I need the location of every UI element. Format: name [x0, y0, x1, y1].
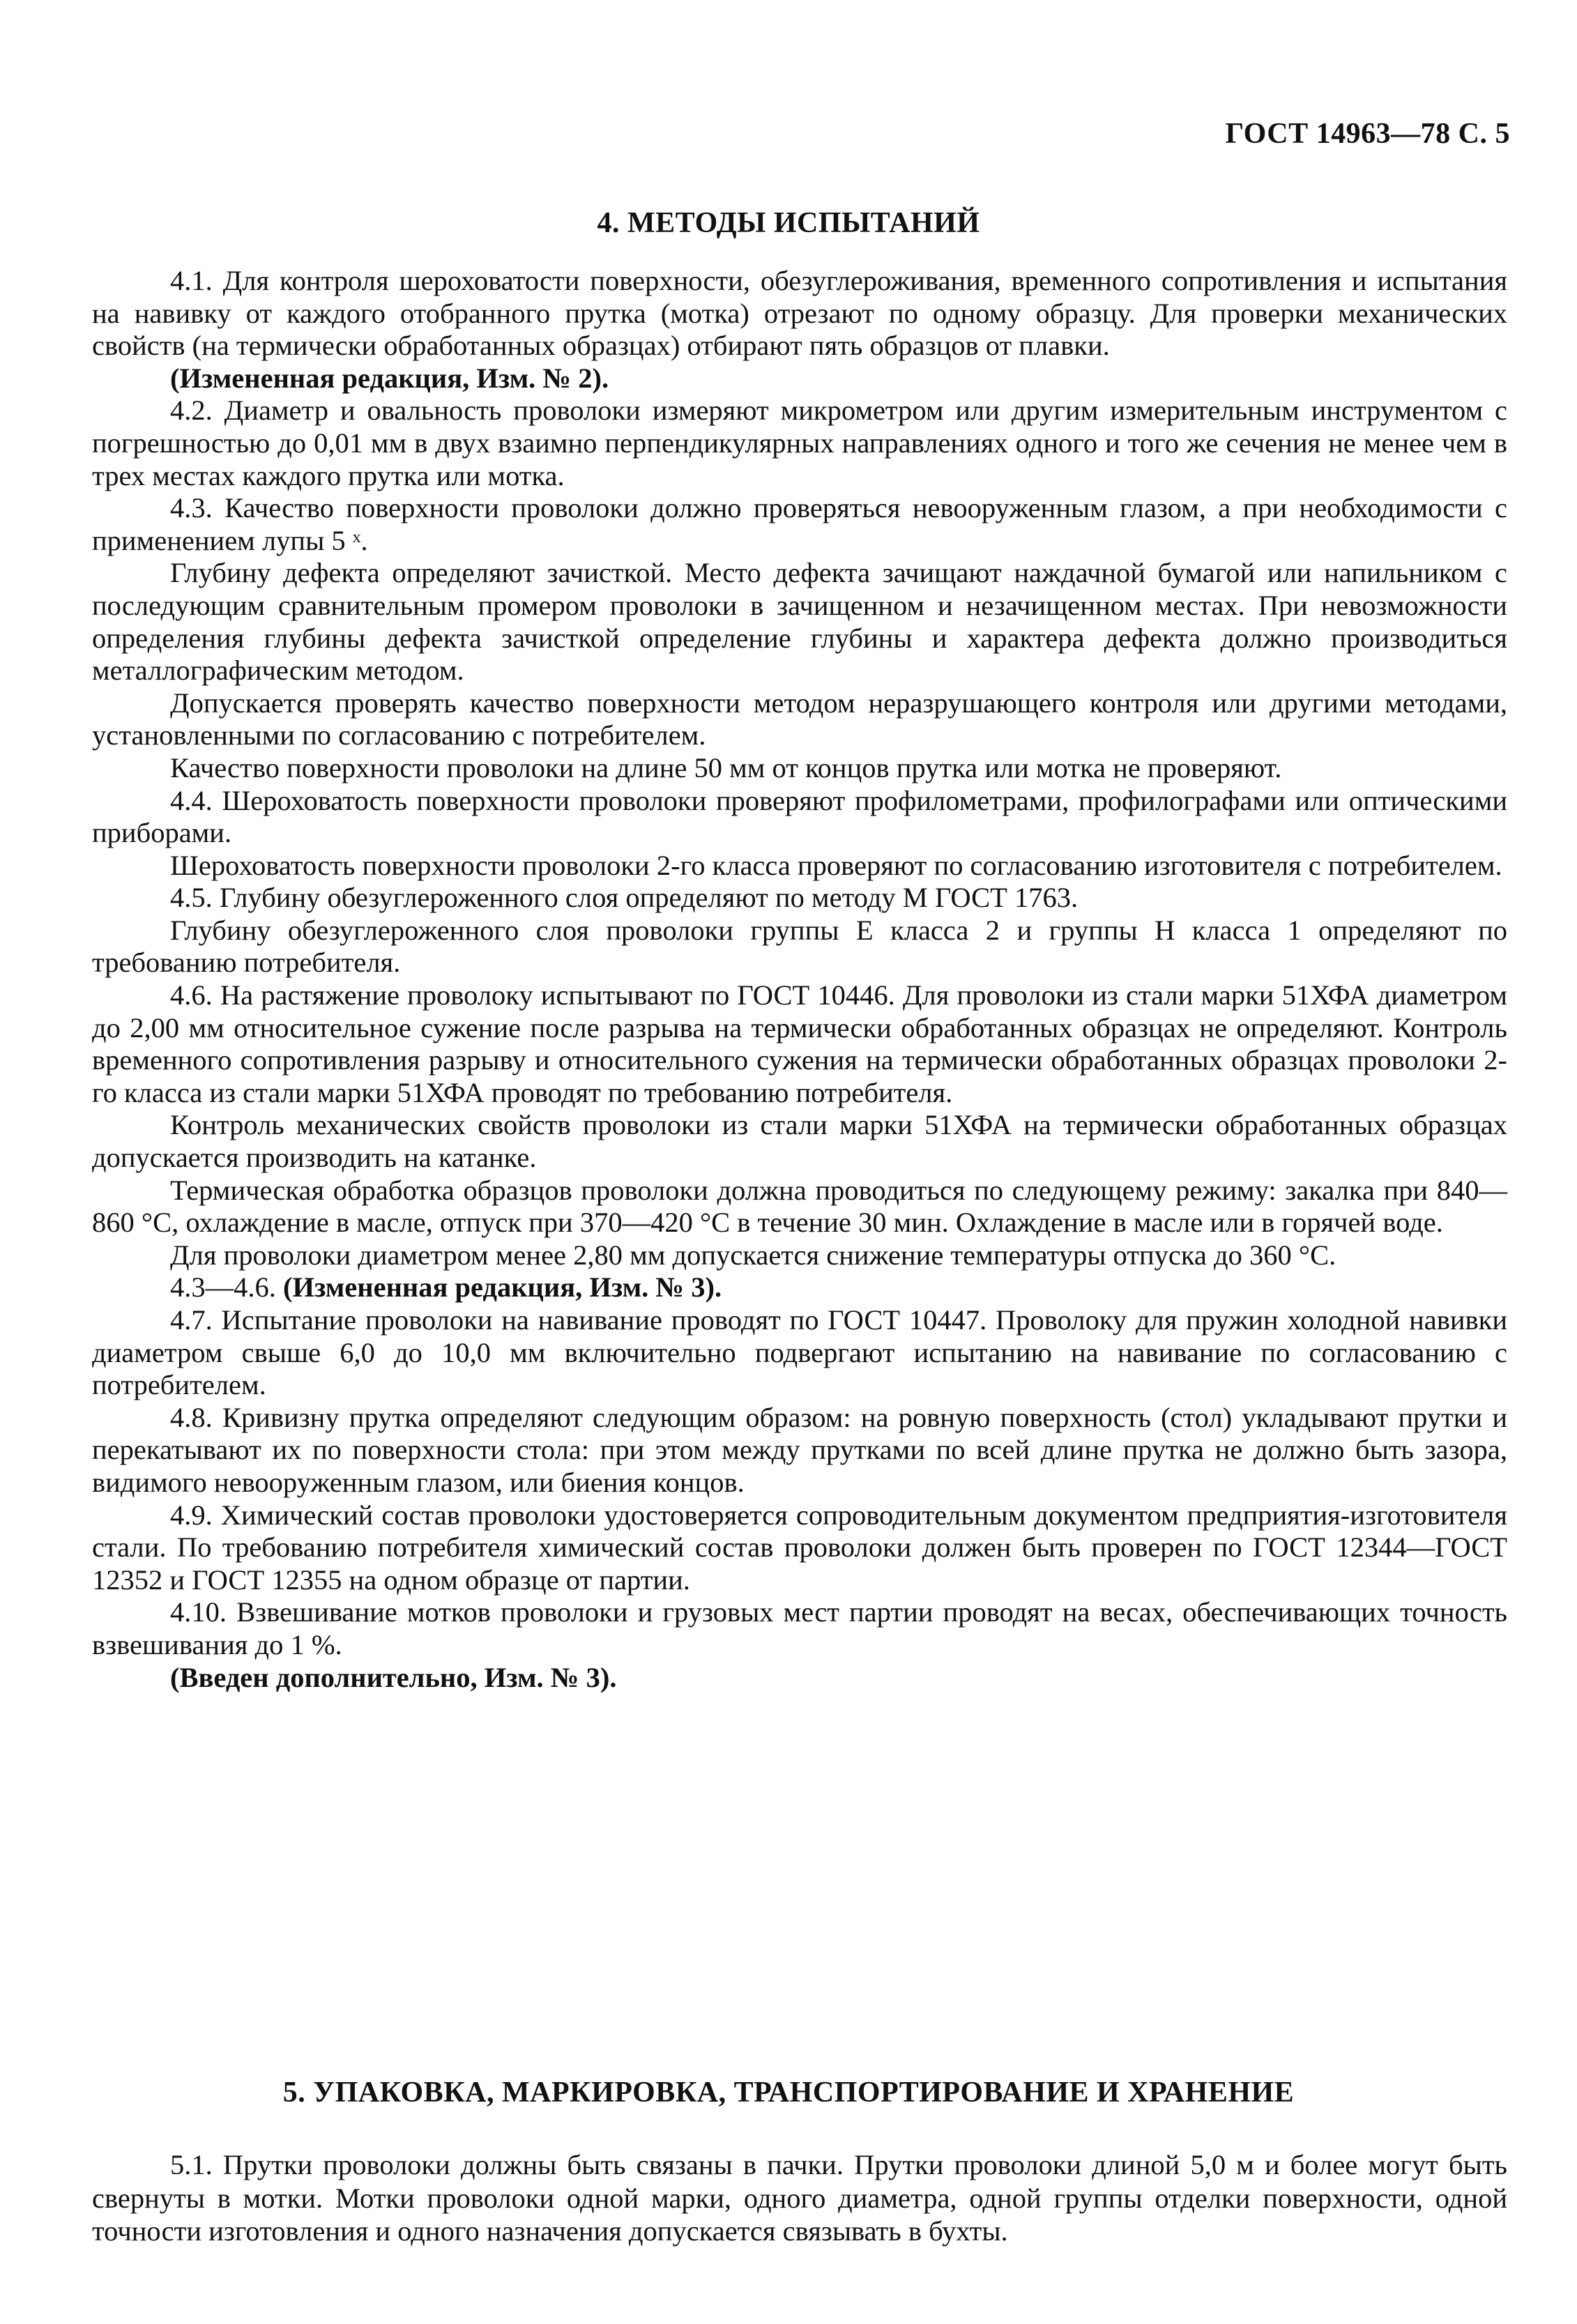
section-4-body	[92, 265, 1507, 1694]
paragraph-4-1: 4.1. Для контроля шероховатости поверхности, обезуглероживания, временного сопротивления и испытания на навивку от каждого отобранного прутка (мотка) отрезают по одному образцу. Для проверки механических свойств (на термически обработанных образцах) отбирают пять образцов от плавки.	[92, 265, 1507, 362]
paragraph-4-3-ends: Качество поверхности проволоки на длине 50 мм от концов прутка или мотка не проверяют.	[170, 751, 1282, 783]
amendment-note-4-1: (Измененная редакция, Изм. № 2).	[170, 362, 609, 394]
paragraph-4-3: 4.3. Качество поверхности проволоки должно проверяться невооруженным глазом, а при необходимости с применением лупы 5 ˣ.	[92, 492, 1507, 556]
amendment-prefix: 4.3—4.6.	[170, 1271, 283, 1304]
amendment-note-4-10: (Введен дополнительно, Изм. № 3).	[170, 1661, 617, 1693]
paragraph-4-6-diameter: Для проволоки диаметром менее 2,80 мм допускается снижение температуры отпуска до 360 °С.	[170, 1239, 1336, 1271]
amendment-label: (Измененная редакция, Изм. № 3).	[283, 1271, 722, 1304]
paragraph-4-6-control: Контроль механических свойств проволоки из стали марки 51ХФА на термически обработанных образцах допускается производить на катанке.	[92, 1109, 1507, 1174]
paragraph-4-3-nondestructive: Допускается проверять качество поверхности методом неразрушающего контроля или другими методами, установленными по согласованию с потребителем.	[92, 687, 1507, 751]
paragraph-4-7: 4.7. Испытание проволоки на навивание проводят по ГОСТ 10447. Проволоку для пружин холодной навивки диаметром свыше 6,0 до 10,0 мм включительно подвергают испытанию на навивание по согласованию с потребителем.	[92, 1304, 1507, 1401]
paragraph-4-8: 4.8. Кривизну прутка определяют следующим образом: на ровную поверхность (стол) укладывают прутки и перекатывают их по поверхности стола: при этом между прутками по всей длине прутка не должно быть зазора, видимого невооруженным глазом, или биения концов.	[92, 1401, 1507, 1498]
section-4-title: 4. МЕТОДЫ ИСПЫТАНИЙ	[597, 207, 980, 239]
paragraph-4-5-groups: Глубину обезуглероженного слоя проволоки группы Е класса 2 и группы Н класса 1 определяют по требованию потребителя.	[92, 914, 1507, 979]
paragraph-4-6: 4.6. На растяжение проволоку испытывают по ГОСТ 10446. Для проволоки из стали марки 51ХФА диаметром до 2,00 мм относительное сужение после разрыва на термически обработанных образцах не определяют. Контроль временного сопротивления разрыву и относительного сужения на термически обработанных образцах проволоки 2-го класса из стали марки 51ХФА проводят по требованию потребителя.	[92, 979, 1507, 1108]
paragraph-4-9: 4.9. Химический состав проволоки удостоверяется сопроводительным документом предприятия-изготовителя стали. По требованию потребителя химический состав проволоки должен быть проверен по ГОСТ 12344—ГОСТ 12352 и ГОСТ 12355 на одном образце от партии.	[92, 1499, 1507, 1596]
paragraph-4-5: 4.5. Глубину обезуглероженного слоя определяют по методу М ГОСТ 1763.	[170, 882, 1079, 914]
paragraph-4-6-heat-treatment: Термическая обработка образцов проволоки должна проводиться по следующему режиму: закалка при 840—860 °С, охлаждение в масле, отпуск при 370—420 °С в течение 30 мин. Охлаждение в масле или в горячей воде.	[92, 1174, 1507, 1239]
paragraph-5-1: 5.1. Прутки проволоки должны быть связаны в пачки. Прутки проволоки длиной 5,0 м и более могут быть свернуты в мотки. Мотки проволоки одной марки, одного диаметра, одной группы отделки поверхности, одной точности изготовления и одного назначения допускается связывать в бухты.	[92, 2149, 1507, 2247]
amendment-note-4-3-4-6	[92, 1271, 1507, 1304]
paragraph-4-10: 4.10. Взвешивание мотков проволоки и грузовых мест партии проводят на весах, обеспечивающих точность взвешивания до 1 %.	[92, 1596, 1507, 1660]
paragraph-4-4-class2: Шероховатость поверхности проволоки 2-го класса проверяют по согласованию изготовителя с потребителем.	[170, 849, 1502, 881]
paragraph-4-4: 4.4. Шероховатость поверхности проволоки проверяют профилометрами, профилографами или оптическими приборами.	[92, 784, 1507, 849]
page-header: ГОСТ 14963—78 С. 5	[1225, 118, 1510, 150]
paragraph-4-2: 4.2. Диаметр и овальность проволоки измеряют микрометром или другим измерительным инструментом с погрешностью до 0,01 мм в двух взаимно перпендикулярных направлениях одного и того же сечения не менее чем в трех местах каждого прутка или мотка.	[92, 395, 1507, 491]
section-5-body	[92, 2148, 1507, 2248]
paragraph-4-3-defect-depth: Глубину дефекта определяют зачисткой. Место дефекта зачищают наждачной бумагой или напильником с последующим сравнительным промером проволоки в зачищенном и незачищенном местах. При невозможности определения глубины дефекта зачисткой определение глубины и характера дефекта должно производиться металлографическим методом.	[92, 557, 1507, 687]
section-5-title: 5. УПАКОВКА, МАРКИРОВКА, ТРАНСПОРТИРОВАНИЕ И ХРАНЕНИЕ	[282, 2077, 1295, 2109]
